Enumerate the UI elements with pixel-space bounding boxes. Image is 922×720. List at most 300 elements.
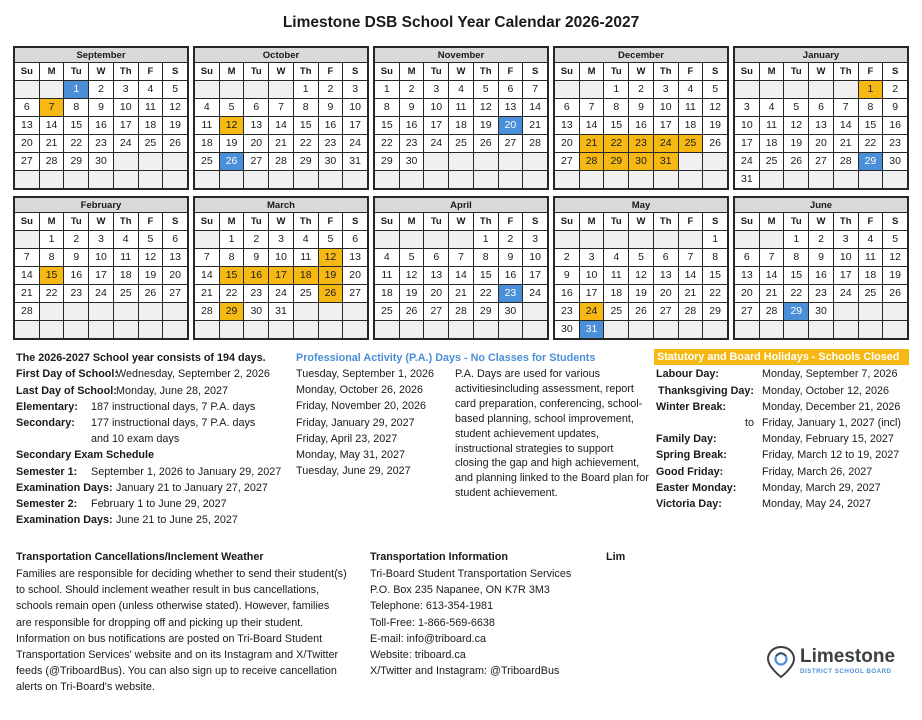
winter-break-value-2: Friday, January 1, 2027 (incl)	[762, 417, 902, 429]
empty-cell	[114, 303, 138, 320]
empty-cell	[89, 321, 113, 338]
day-cell: 21	[195, 285, 219, 302]
day-cell: 1	[294, 81, 318, 98]
day-cell: 23	[319, 135, 343, 152]
weekday-header: S	[703, 213, 727, 230]
empty-cell	[735, 231, 759, 248]
holidays-heading: Statutory and Board Holidays - Schools Closed	[654, 349, 909, 365]
weekday-header: S	[883, 213, 907, 230]
empty-cell	[523, 171, 547, 188]
day-cell: 11	[139, 99, 163, 116]
empty-cell	[523, 303, 547, 320]
empty-cell	[679, 321, 703, 338]
empty-cell	[760, 81, 784, 98]
empty-cell	[220, 321, 244, 338]
day-cell: 30	[629, 153, 653, 170]
day-cell: 24	[523, 285, 547, 302]
day-cell: 1	[604, 81, 628, 98]
empty-cell	[555, 81, 579, 98]
month-march	[193, 196, 369, 340]
day-cell: 29	[474, 303, 498, 320]
day-cell: 25	[679, 135, 703, 152]
day-cell: 5	[319, 231, 343, 248]
day-cell: 5	[474, 81, 498, 98]
transport-info-line: P.O. Box 235 Napanee, ON K7R 3M3	[370, 584, 550, 597]
empty-cell	[580, 81, 604, 98]
month-april	[373, 196, 549, 340]
weekday-header: Su	[735, 63, 759, 80]
empty-cell	[859, 321, 883, 338]
weekday-header: Th	[294, 63, 318, 80]
day-cell: 24	[114, 135, 138, 152]
month-name: February	[15, 198, 187, 213]
weekday-header: Th	[114, 63, 138, 80]
weekday-header: Tu	[64, 63, 88, 80]
day-cell: 16	[244, 267, 268, 284]
day-cell: 11	[449, 99, 473, 116]
day-cell: 22	[64, 135, 88, 152]
weekday-header: W	[269, 213, 293, 230]
family-day-value: Monday, February 15, 2027	[762, 433, 894, 445]
victoria-day-value: Monday, May 24, 2027	[762, 498, 872, 510]
month-name: September	[15, 48, 187, 63]
weekday-header: S	[343, 63, 367, 80]
day-cell: 17	[654, 117, 678, 134]
weekday-header: S	[523, 213, 547, 230]
empty-cell	[555, 231, 579, 248]
day-cell: 19	[139, 267, 163, 284]
day-cell: 22	[784, 285, 808, 302]
day-cell: 11	[294, 249, 318, 266]
empty-cell	[629, 171, 653, 188]
transport-info-line: E-mail: info@triboard.ca	[370, 632, 486, 645]
day-cell: 3	[523, 231, 547, 248]
day-cell: 16	[400, 117, 424, 134]
pa-date: Monday, October 26, 2026	[296, 384, 424, 397]
day-cell: 22	[220, 285, 244, 302]
day-cell: 31	[343, 153, 367, 170]
empty-cell	[375, 321, 399, 338]
weekday-header: Su	[15, 213, 39, 230]
winter-break-value: Monday, December 21, 2026	[762, 401, 901, 413]
day-cell: 24	[735, 153, 759, 170]
day-cell: 30	[319, 153, 343, 170]
month-days-grid	[735, 63, 907, 188]
day-cell: 20	[735, 285, 759, 302]
day-cell: 5	[703, 81, 727, 98]
month-name: November	[375, 48, 547, 63]
weekday-header: Th	[114, 213, 138, 230]
transport-info-line: X/Twitter and Instagram: @TriboardBus	[370, 665, 560, 678]
day-cell: 11	[679, 99, 703, 116]
empty-cell	[604, 171, 628, 188]
day-cell: 20	[654, 285, 678, 302]
month-name: October	[195, 48, 367, 63]
empty-cell	[114, 171, 138, 188]
day-cell: 3	[343, 81, 367, 98]
day-cell: 3	[735, 99, 759, 116]
month-september	[13, 46, 189, 190]
transport-info-line: Website: triboard.ca	[370, 649, 466, 661]
pa-description-line: card preparation, conferencing, school-	[455, 397, 643, 410]
empty-cell	[40, 171, 64, 188]
day-cell: 16	[809, 267, 833, 284]
weekday-header: W	[629, 63, 653, 80]
empty-cell	[15, 231, 39, 248]
thanksgiving-label: Thanksgiving Day:	[658, 385, 754, 397]
day-cell: 19	[474, 117, 498, 134]
day-cell: 13	[424, 267, 448, 284]
day-cell: 7	[760, 249, 784, 266]
weekday-header: M	[220, 213, 244, 230]
empty-cell	[343, 303, 367, 320]
day-cell: 6	[809, 99, 833, 116]
empty-cell	[89, 303, 113, 320]
last-day-value: Monday, June 28, 2027	[116, 385, 229, 397]
spring-break-value: Friday, March 12 to 19, 2027	[762, 449, 900, 461]
day-cell: 13	[163, 249, 187, 266]
good-friday-value: Friday, March 26, 2027	[762, 466, 873, 478]
day-cell: 27	[163, 285, 187, 302]
weekday-header: M	[760, 213, 784, 230]
day-cell: 20	[163, 267, 187, 284]
month-days-grid	[15, 213, 187, 338]
transport-cancel-heading: Transportation Cancellations/Inclement Weather	[16, 551, 264, 563]
day-cell: 19	[220, 135, 244, 152]
empty-cell	[319, 321, 343, 338]
day-cell: 20	[343, 267, 367, 284]
day-cell: 3	[834, 231, 858, 248]
empty-cell	[654, 231, 678, 248]
day-cell: 14	[760, 267, 784, 284]
empty-cell	[809, 81, 833, 98]
empty-cell	[163, 321, 187, 338]
day-cell: 18	[679, 117, 703, 134]
empty-cell	[809, 171, 833, 188]
day-cell: 21	[580, 135, 604, 152]
empty-cell	[244, 171, 268, 188]
day-cell: 16	[89, 117, 113, 134]
day-cell: 14	[834, 117, 858, 134]
day-cell: 24	[269, 285, 293, 302]
exam-schedule-heading: Secondary Exam Schedule	[16, 449, 155, 461]
weekday-header: M	[220, 63, 244, 80]
weekday-header: Th	[294, 213, 318, 230]
pa-description-line: student achievement updates,	[455, 427, 600, 440]
month-may	[553, 196, 729, 340]
day-cell: 19	[319, 267, 343, 284]
day-cell: 1	[703, 231, 727, 248]
victoria-day-label: Victoria Day:	[656, 498, 722, 510]
winter-break-to: to	[745, 417, 755, 429]
family-day-label: Family Day:	[656, 433, 717, 445]
day-cell: 7	[834, 99, 858, 116]
day-cell: 14	[679, 267, 703, 284]
day-cell: 9	[629, 99, 653, 116]
day-cell: 13	[735, 267, 759, 284]
day-cell: 9	[89, 99, 113, 116]
day-cell: 28	[195, 303, 219, 320]
weekday-header: F	[859, 213, 883, 230]
empty-cell	[424, 231, 448, 248]
pa-date: Friday, January 29, 2027	[296, 416, 415, 429]
day-cell: 31	[654, 153, 678, 170]
empty-cell	[735, 321, 759, 338]
day-cell: 28	[834, 153, 858, 170]
day-cell: 4	[760, 99, 784, 116]
day-cell: 21	[760, 285, 784, 302]
day-cell: 1	[40, 231, 64, 248]
day-cell: 3	[424, 81, 448, 98]
weekday-header: W	[89, 63, 113, 80]
day-cell: 15	[40, 267, 64, 284]
day-cell: 29	[294, 153, 318, 170]
day-cell: 10	[580, 267, 604, 284]
day-cell: 25	[114, 285, 138, 302]
day-cell: 13	[15, 117, 39, 134]
day-cell: 11	[375, 267, 399, 284]
weekday-header: Tu	[784, 63, 808, 80]
weekday-header: F	[679, 213, 703, 230]
day-cell: 20	[555, 135, 579, 152]
day-cell: 24	[580, 303, 604, 320]
empty-cell	[89, 171, 113, 188]
empty-cell	[195, 171, 219, 188]
empty-cell	[859, 303, 883, 320]
day-cell: 6	[555, 99, 579, 116]
day-cell: 8	[294, 99, 318, 116]
first-day-value: Wednesday, September 2, 2026	[116, 368, 270, 380]
weekday-header: F	[859, 63, 883, 80]
day-cell: 18	[859, 267, 883, 284]
day-cell: 17	[343, 117, 367, 134]
day-cell: 14	[15, 267, 39, 284]
day-cell: 6	[244, 99, 268, 116]
day-cell: 25	[449, 135, 473, 152]
month-name: June	[735, 198, 907, 213]
labour-day-value: Monday, September 7, 2026	[762, 368, 898, 380]
weekday-header: W	[449, 213, 473, 230]
weekday-header: M	[40, 213, 64, 230]
empty-cell	[424, 153, 448, 170]
day-cell: 23	[499, 285, 523, 302]
day-cell: 12	[400, 267, 424, 284]
weekday-header: Su	[735, 213, 759, 230]
empty-cell	[269, 321, 293, 338]
day-cell: 19	[163, 117, 187, 134]
exam2-label: Examination Days:	[16, 514, 113, 526]
day-cell: 9	[809, 249, 833, 266]
day-cell: 18	[375, 285, 399, 302]
day-cell: 28	[40, 153, 64, 170]
day-cell: 18	[139, 117, 163, 134]
empty-cell	[499, 171, 523, 188]
empty-cell	[15, 321, 39, 338]
day-cell: 1	[859, 81, 883, 98]
day-cell: 9	[244, 249, 268, 266]
empty-cell	[654, 171, 678, 188]
empty-cell	[40, 303, 64, 320]
elementary-label: Elementary:	[16, 401, 78, 413]
day-cell: 2	[629, 81, 653, 98]
day-cell: 18	[294, 267, 318, 284]
empty-cell	[604, 321, 628, 338]
empty-cell	[163, 153, 187, 170]
day-cell: 12	[703, 99, 727, 116]
day-cell: 27	[499, 135, 523, 152]
day-cell: 25	[604, 303, 628, 320]
day-cell: 29	[784, 303, 808, 320]
empty-cell	[15, 171, 39, 188]
day-cell: 13	[555, 117, 579, 134]
day-cell: 12	[139, 249, 163, 266]
month-name: March	[195, 198, 367, 213]
day-cell: 25	[375, 303, 399, 320]
weekday-header: W	[269, 63, 293, 80]
empty-cell	[424, 321, 448, 338]
empty-cell	[499, 153, 523, 170]
day-cell: 19	[883, 267, 907, 284]
empty-cell	[679, 171, 703, 188]
day-cell: 23	[400, 135, 424, 152]
day-cell: 16	[64, 267, 88, 284]
day-cell: 17	[424, 117, 448, 134]
weekday-header: Su	[195, 63, 219, 80]
day-cell: 1	[474, 231, 498, 248]
empty-cell	[64, 321, 88, 338]
day-cell: 9	[319, 99, 343, 116]
empty-cell	[499, 321, 523, 338]
day-cell: 28	[679, 303, 703, 320]
day-cell: 2	[400, 81, 424, 98]
day-cell: 10	[114, 99, 138, 116]
day-cell: 6	[424, 249, 448, 266]
day-cell: 29	[604, 153, 628, 170]
day-cell: 7	[269, 99, 293, 116]
empty-cell	[883, 171, 907, 188]
day-cell: 8	[474, 249, 498, 266]
day-cell: 9	[499, 249, 523, 266]
month-february	[13, 196, 189, 340]
empty-cell	[220, 81, 244, 98]
day-cell: 24	[343, 135, 367, 152]
empty-cell	[163, 171, 187, 188]
exam1-value: January 21 to January 27, 2027	[116, 482, 268, 494]
school-year-heading: The 2026-2027 School year consists of 194 days.	[16, 352, 266, 364]
day-cell: 30	[89, 153, 113, 170]
day-cell: 17	[580, 285, 604, 302]
weekday-header: M	[400, 213, 424, 230]
day-cell: 26	[703, 135, 727, 152]
day-cell: 18	[114, 267, 138, 284]
day-cell: 14	[195, 267, 219, 284]
day-cell: 29	[859, 153, 883, 170]
day-cell: 2	[883, 81, 907, 98]
weekday-header: W	[89, 213, 113, 230]
empty-cell	[163, 303, 187, 320]
day-cell: 23	[629, 135, 653, 152]
empty-cell	[629, 231, 653, 248]
weekday-header: Tu	[424, 213, 448, 230]
empty-cell	[139, 171, 163, 188]
day-cell: 7	[679, 249, 703, 266]
transport-info-line: Telephone: 613-354-1981	[370, 600, 494, 613]
pa-description-line: P.A. Days are used for various	[455, 368, 601, 380]
weekday-header: W	[809, 63, 833, 80]
empty-cell	[400, 171, 424, 188]
day-cell: 8	[40, 249, 64, 266]
day-cell: 27	[244, 153, 268, 170]
empty-cell	[64, 171, 88, 188]
day-cell: 27	[343, 285, 367, 302]
day-cell: 2	[499, 231, 523, 248]
day-cell: 3	[89, 231, 113, 248]
month-days-grid	[195, 213, 367, 338]
day-cell: 30	[499, 303, 523, 320]
day-cell: 4	[114, 231, 138, 248]
day-cell: 26	[784, 153, 808, 170]
weekday-header: F	[319, 63, 343, 80]
day-cell: 27	[555, 153, 579, 170]
easter-monday-label: Easter Monday:	[656, 482, 737, 494]
month-days-grid	[375, 213, 547, 338]
day-cell: 8	[375, 99, 399, 116]
month-name: May	[555, 198, 727, 213]
month-december	[553, 46, 729, 190]
pa-description-line: student achievement.	[455, 487, 558, 500]
semester1-value: September 1, 2026 to January 29, 2027	[91, 466, 282, 478]
month-days-grid	[735, 213, 907, 338]
limestone-logo	[766, 646, 896, 680]
day-cell: 20	[809, 135, 833, 152]
day-cell: 13	[244, 117, 268, 134]
day-cell: 4	[449, 81, 473, 98]
day-cell: 27	[654, 303, 678, 320]
empty-cell	[424, 171, 448, 188]
easter-monday-value: Monday, March 29, 2027	[762, 482, 881, 494]
empty-cell	[244, 81, 268, 98]
day-cell: 26	[629, 303, 653, 320]
day-cell: 2	[64, 231, 88, 248]
day-cell: 15	[703, 267, 727, 284]
empty-cell	[784, 171, 808, 188]
month-june	[733, 196, 909, 340]
semester1-label: Semester 1:	[16, 466, 78, 478]
day-cell: 25	[139, 135, 163, 152]
day-cell: 30	[400, 153, 424, 170]
weekday-header: F	[499, 63, 523, 80]
weekday-header: F	[139, 213, 163, 230]
weekday-header: M	[580, 63, 604, 80]
good-friday-label: Good Friday:	[656, 466, 724, 478]
empty-cell	[760, 231, 784, 248]
day-cell: 1	[220, 231, 244, 248]
winter-break-label: Winter Break:	[656, 401, 727, 413]
empty-cell	[375, 171, 399, 188]
empty-cell	[474, 153, 498, 170]
empty-cell	[319, 171, 343, 188]
day-cell: 18	[760, 135, 784, 152]
empty-cell	[319, 303, 343, 320]
day-cell: 29	[220, 303, 244, 320]
day-cell: 15	[859, 117, 883, 134]
day-cell: 4	[139, 81, 163, 98]
day-cell: 23	[89, 135, 113, 152]
weekday-header: W	[809, 213, 833, 230]
empty-cell	[269, 171, 293, 188]
empty-cell	[859, 171, 883, 188]
day-cell: 8	[859, 99, 883, 116]
